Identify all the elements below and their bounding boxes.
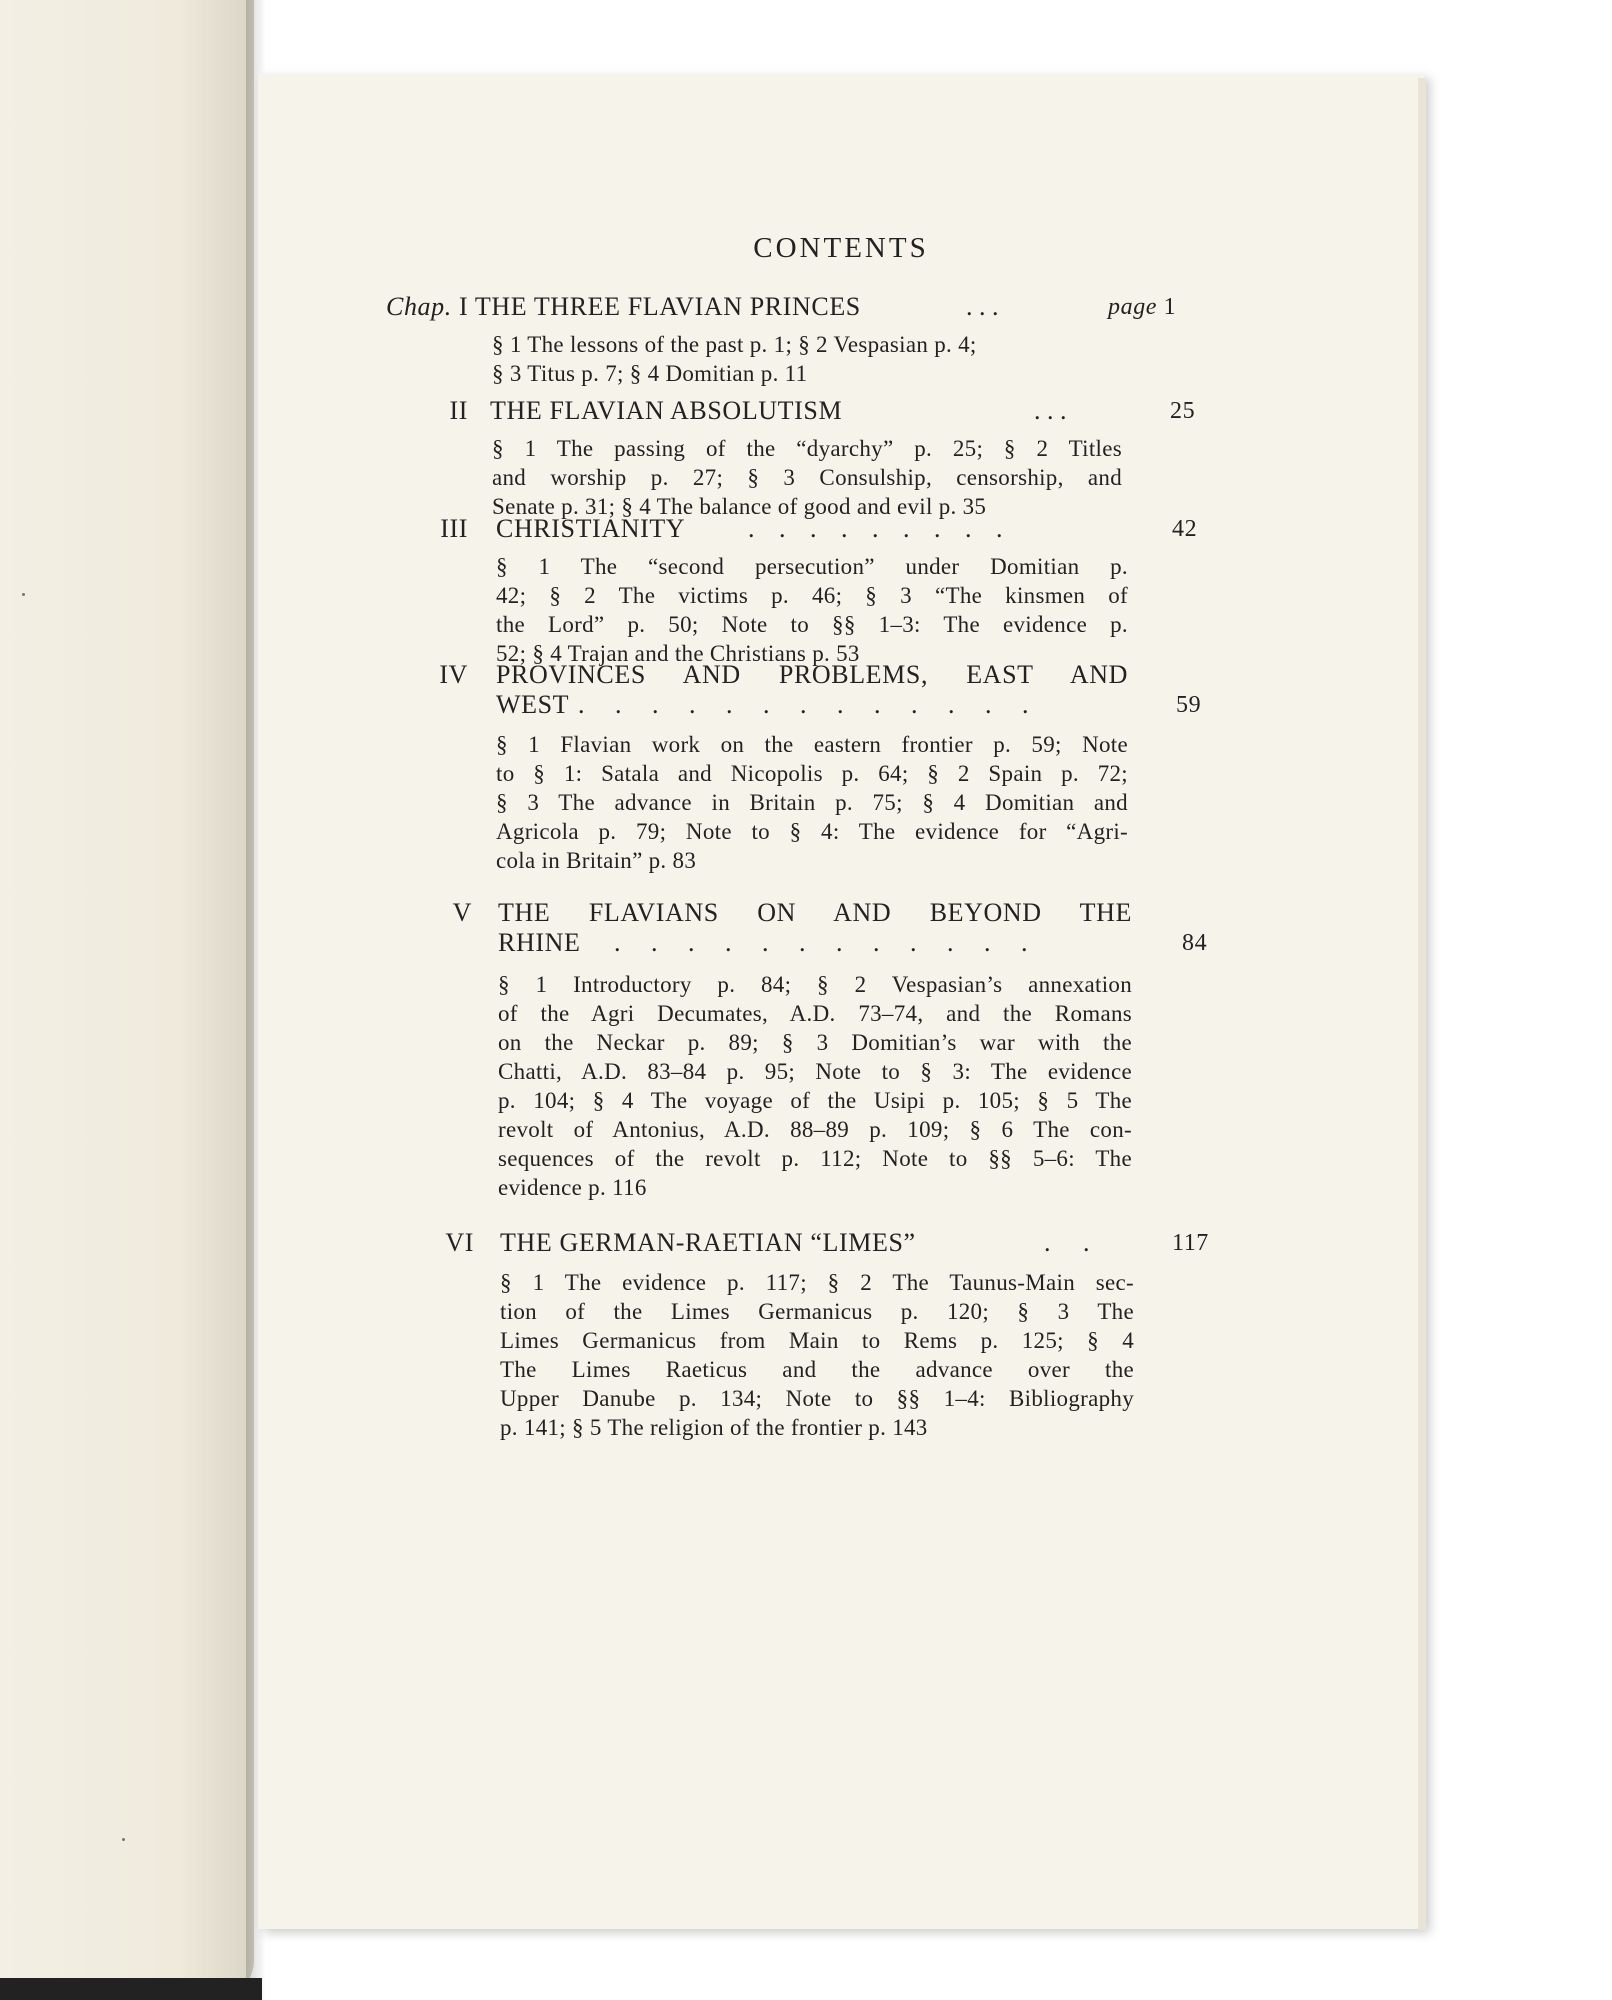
- chapter-summary: [500, 1268, 1134, 1442]
- chapter-title: THE FLAVIAN ABSOLUTISM: [490, 396, 843, 425]
- summary-line: § 3 The advance in Britain p. 75; § 4 Domitian and: [496, 790, 1128, 815]
- summary-line: on the Neckar p. 89; § 3 Domitian’s war with the: [498, 1030, 1132, 1055]
- chapter-numeral: VI: [445, 1228, 474, 1257]
- summary-line: § 3 Titus p. 7; § 4 Domitian p. 11: [492, 361, 808, 386]
- chapter-title: CHRISTIANITY: [496, 514, 686, 543]
- summary-line: to § 1: Satala and Nicopolis p. 64; § 2 Spain p. 72;: [496, 761, 1128, 786]
- chapter-numeral: I: [458, 292, 469, 321]
- chapter-title: PROVINCES AND PROBLEMS, EAST AND: [496, 660, 1128, 689]
- summary-line: 42; § 2 The victims p. 46; § 3 “The kinsmen of: [496, 583, 1128, 608]
- chapter-title: THE FLAVIANS ON AND BEYOND THE: [498, 898, 1132, 927]
- chapter-summary: [498, 970, 1132, 1202]
- chapter-numeral: V: [452, 898, 472, 927]
- summary-line: tion of the Limes Germanicus p. 120; § 3 The: [500, 1299, 1134, 1324]
- chapter-title-continued: WEST: [496, 690, 570, 719]
- page-label: page: [1108, 294, 1158, 320]
- summary-line: § 1 The evidence p. 117; § 2 The Taunus-Main sec-: [500, 1270, 1134, 1295]
- book-board-edge: [0, 1978, 262, 2000]
- summary-line: the Lord” p. 50; Note to §§ 1–3: The evidence p.: [496, 612, 1128, 637]
- chapter-summary: [496, 730, 1128, 875]
- summary-line: of the Agri Decumates, A.D. 73–74, and the Romans: [498, 1001, 1132, 1026]
- page-number: 1: [1163, 294, 1177, 320]
- summary-line: sequences of the revolt p. 112; Note to §§ 5–6: The: [498, 1146, 1132, 1171]
- summary-line: p. 104; § 4 The voyage of the Usipi p. 105; § 5 The: [498, 1088, 1132, 1113]
- cover-edge: [1418, 78, 1426, 1930]
- summary-line: evidence p. 116: [498, 1175, 647, 1200]
- dot-leader: . . . . . . . . . . . . .: [578, 690, 1029, 719]
- paper-speck: [122, 1838, 125, 1841]
- facing-left-page: [0, 0, 254, 2000]
- page-number: 117: [1172, 1230, 1209, 1256]
- dot-leader: . .: [1044, 1228, 1090, 1257]
- paper-speck: [22, 593, 25, 596]
- summary-line: and worship p. 27; § 3 Consulship, censorship, and: [492, 465, 1122, 490]
- chapter-numeral: IV: [439, 660, 468, 689]
- page-number: 25: [1170, 398, 1196, 424]
- summary-line: Senate p. 31; § 4 The balance of good and evil p. 35: [492, 494, 987, 519]
- chapter-summary: [492, 434, 1122, 521]
- summary-line: § 1 The “second persecution” under Domitian p.: [496, 554, 1128, 579]
- page-title: CONTENTS: [753, 232, 929, 264]
- summary-line: Limes Germanicus from Main to Rems p. 125; § 4: [500, 1328, 1134, 1353]
- chapter-summary: [492, 330, 1128, 388]
- summary-line: 52; § 4 Trajan and the Christians p. 53: [496, 641, 860, 666]
- chapter-title-continued: RHINE: [498, 928, 581, 957]
- dot-leader: . . .: [1034, 396, 1067, 425]
- summary-line: § 1 The passing of the “dyarchy” p. 25; § 2 Titles: [492, 436, 1122, 461]
- summary-line: Chatti, A.D. 83–84 p. 95; Note to § 3: The evidence: [498, 1059, 1132, 1084]
- dot-leader: . . . . . . . . .: [748, 514, 1003, 543]
- chapter-numeral: II: [449, 396, 468, 425]
- page-number: 42: [1172, 516, 1198, 542]
- summary-line: § 1 The lessons of the past p. 1; § 2 Vespasian p. 4;: [492, 332, 977, 357]
- chapter-prefix: Chap.: [386, 292, 452, 321]
- summary-line: cola in Britain” p. 83: [496, 848, 697, 873]
- summary-line: Agricola p. 79; Note to § 4: The evidence for “Agri-: [496, 819, 1128, 844]
- chapter-title: THE GERMAN-RAETIAN “LIMES”: [500, 1228, 916, 1257]
- dot-leader: . . . . . . . . . . . .: [614, 928, 1028, 957]
- dot-leader: . . .: [966, 292, 999, 321]
- chapter-title: THE THREE FLAVIAN PRINCES: [474, 292, 861, 321]
- summary-line: revolt of Antonius, A.D. 88–89 p. 109; § 6 The con-: [498, 1117, 1132, 1142]
- summary-line: § 1 Introductory p. 84; § 2 Vespasian’s annexation: [498, 972, 1132, 997]
- page-number: 84: [1182, 930, 1208, 956]
- summary-line: § 1 Flavian work on the eastern frontier p. 59; Note: [496, 732, 1128, 757]
- summary-line: Upper Danube p. 134; Note to §§ 1–4: Bibliography: [500, 1386, 1134, 1411]
- chapter-summary: [496, 552, 1128, 668]
- summary-line: The Limes Raeticus and the advance over the: [500, 1357, 1134, 1382]
- summary-line: p. 141; § 5 The religion of the frontier p. 143: [500, 1415, 928, 1440]
- page-number: 59: [1176, 692, 1202, 718]
- chapter-numeral: III: [440, 514, 468, 543]
- contents-page: [258, 74, 1424, 1929]
